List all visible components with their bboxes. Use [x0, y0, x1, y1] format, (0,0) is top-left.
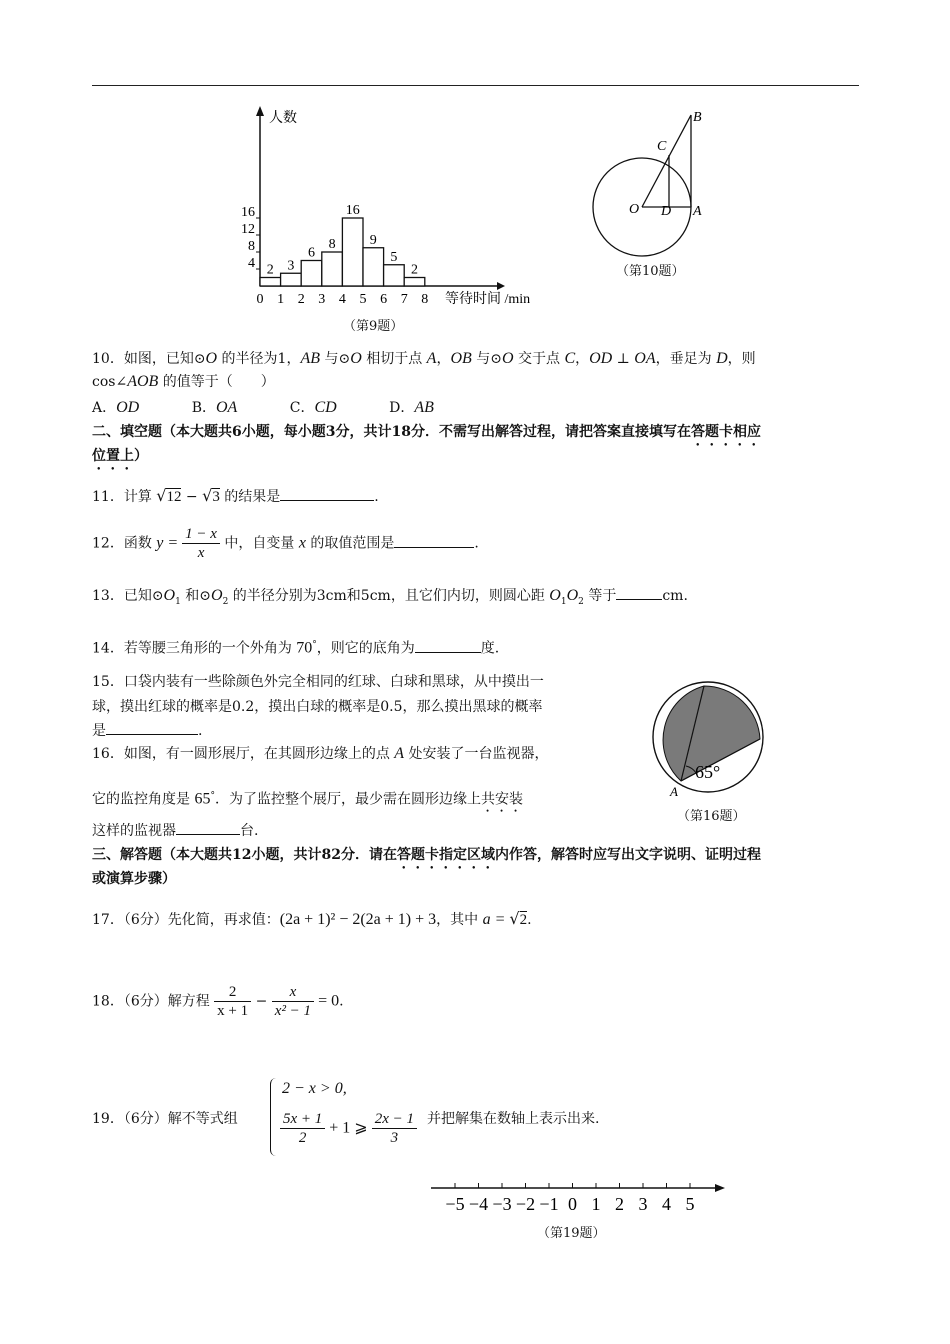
x-tick-label: 1	[277, 292, 285, 307]
number-line-label: 5	[685, 1194, 695, 1214]
bar	[322, 252, 343, 286]
bar	[260, 278, 281, 287]
bar	[404, 278, 425, 287]
x-axis-label: 等待时间 /min	[445, 292, 531, 307]
q10-line1: 10．如图，已知⊙O 的半径为1，AB 与⊙O 相切于点 A，OB 与⊙O 交于点 C，OD ⊥ OA，垂足为 D，则	[92, 350, 756, 367]
segment-ob	[642, 115, 691, 207]
bar	[384, 265, 405, 286]
bar-value-label: 8	[328, 237, 336, 252]
q19-fraction-1: $\frac{5x + 1}{2}$	[280, 1110, 325, 1147]
q15-line3: 是 .	[92, 720, 202, 742]
q18-fraction-1: $\frac{2}{x + 1}$	[214, 983, 251, 1020]
fig10-caption: （第10题）	[616, 264, 685, 279]
number-line-label: 4	[662, 1194, 671, 1214]
axis-arrow-icon	[715, 1184, 725, 1192]
q14: 14．若等腰三角形的一个外角为 70°，则它的底角为 度.	[92, 639, 500, 657]
q10-line2: cos∠AOB 的值等于（ ）	[92, 373, 275, 390]
bar-value-label: 5	[390, 249, 398, 265]
y-tick-label: 8	[248, 239, 255, 254]
q18-fraction-2: $\frac{x}{\text{x² − 1}}$	[272, 983, 314, 1020]
fig9-histogram	[235, 100, 555, 336]
angle-label: 65°	[695, 762, 721, 782]
fig16-diagram	[648, 680, 768, 800]
q19-label: 19．（6分）解不等式组	[92, 1111, 238, 1127]
q12-fraction: $\frac{1 - x}{x}$	[182, 525, 220, 562]
q15-line2: 球，摸出红球的概率是0.2，摸出白球的概率是0.5，那么摸出黑球的概率	[92, 699, 543, 715]
y-tick-label: 4	[248, 256, 255, 271]
q19-brace	[270, 1078, 277, 1156]
q19-inequality-1: 2 − x > 0,	[282, 1080, 347, 1097]
bar-value-label: 9	[369, 232, 377, 248]
number-line-label: 2	[615, 1194, 624, 1214]
x-tick-label: 0	[256, 292, 264, 307]
q19-fraction-2: $\frac{2x - 1}{3}$	[372, 1110, 417, 1147]
q16-line2: 它的监控角度是 65°．为了监控整个展厅，最少需在圆形边缘上共安装	[92, 790, 523, 808]
x-tick-label: 8	[421, 292, 429, 307]
x-tick-label: 3	[318, 292, 326, 307]
bar-value-label: 6	[308, 245, 315, 261]
q19-inequality-2: $\frac{5x + 1}{2}$ + 1 ⩾ $\frac{2x - 1}{3}$	[280, 1110, 417, 1147]
q13: 13．已知$⊙O_1$ 和$⊙O_2$ 的半径分别为3cm和5cm，且它们内切，则圆心距 $O_1O_2$ 等于 cm.	[92, 587, 688, 607]
q10-option-d: D．AB	[389, 399, 434, 416]
label-d: D	[661, 204, 672, 219]
y-tick-label: 12	[241, 222, 255, 237]
bar-value-label: 16	[345, 203, 360, 218]
fig19-number-line	[425, 1176, 735, 1220]
label-c: C	[657, 139, 667, 154]
q10-option-b: B．OA	[191, 399, 238, 416]
fig16-caption: （第16题）	[677, 809, 746, 824]
number-line-label: −2	[515, 1194, 536, 1214]
section3-heading-line1: 三、解答题（本大题共12小题，共计82分．请在答题卡指定区域内作答，解答时应写出文字说明、证明过程	[92, 847, 761, 863]
bar	[281, 273, 302, 286]
bar	[363, 248, 384, 286]
number-line-label: 0	[568, 1194, 577, 1214]
bar	[342, 218, 363, 286]
x-tick-label: 7	[400, 292, 408, 307]
q18: 18．（6分）解方程 $\frac{2}{x + 1}$ − $\frac{x}{\text{x² − 1}}$ = 0.	[92, 984, 344, 1019]
bar	[301, 261, 322, 287]
fig10-diagram	[585, 103, 715, 263]
q16-line3: 这样的监视器 台.	[92, 820, 258, 842]
bar-value-label: 2	[266, 262, 274, 278]
number-line-label: −3	[492, 1194, 512, 1214]
fig19-caption: （第19题）	[537, 1226, 606, 1241]
q11: 11．计算 √12 − √3 的结果是 .	[92, 486, 379, 505]
number-line-label: −1	[539, 1194, 559, 1214]
label-o: O	[629, 202, 640, 217]
x-tick-label: 4	[338, 292, 346, 307]
bar-value-label: 2	[411, 262, 418, 278]
label-a: A	[670, 784, 678, 799]
q15-line1: 15．口袋内装有一些除颜色外完全相同的红球、白球和黑球，从中摸出一	[92, 674, 544, 690]
x-tick-label: 2	[297, 292, 305, 307]
x-axis-arrow-icon	[497, 282, 505, 290]
label-a: A	[693, 204, 702, 219]
q19-instruction: 并把解集在数轴上表示出来.	[427, 1111, 600, 1127]
q10-option-c: C．CD	[289, 399, 337, 416]
label-b: B	[693, 110, 702, 125]
section3-heading-line2: 或演算步骤）	[92, 871, 176, 887]
q17: 17．（6分）先化简，再求值：(2a + 1)² − 2(2a + 1) + 3，其中 a = √2.	[92, 909, 532, 928]
header-rule	[92, 85, 859, 86]
q12: 12．函数 y = $\frac{1 - x}{x}$ 中，自变量 x 的取值范围是 .	[92, 526, 479, 561]
q10-options	[92, 397, 482, 419]
section2-heading-line1: 二、填空题（本大题共6小题，每小题3分，共计18分．不需写出解答过程，请把答案直接填写在答题卡相应	[92, 424, 761, 440]
section2-heading-line2: 位置上）	[92, 448, 148, 464]
x-tick-label: 5	[359, 292, 367, 307]
y-axis-arrow-icon	[256, 106, 264, 116]
q16-line1: 16．如图，有一圆形展厅，在其圆形边缘上的点 A 处安装了一台监视器，	[92, 745, 549, 762]
number-line-label: 3	[638, 1194, 648, 1214]
fig9-caption: （第9题）	[343, 319, 404, 334]
number-line-label: −5	[445, 1194, 465, 1214]
y-tick-label: 16	[241, 205, 255, 220]
number-line-label: 1	[591, 1194, 601, 1214]
x-tick-label: 6	[380, 292, 388, 307]
number-line-label: −4	[468, 1194, 489, 1214]
y-axis-label: 人数	[269, 111, 297, 126]
bar-value-label: 3	[287, 258, 295, 274]
q10-option-a: A．OD	[92, 399, 140, 416]
